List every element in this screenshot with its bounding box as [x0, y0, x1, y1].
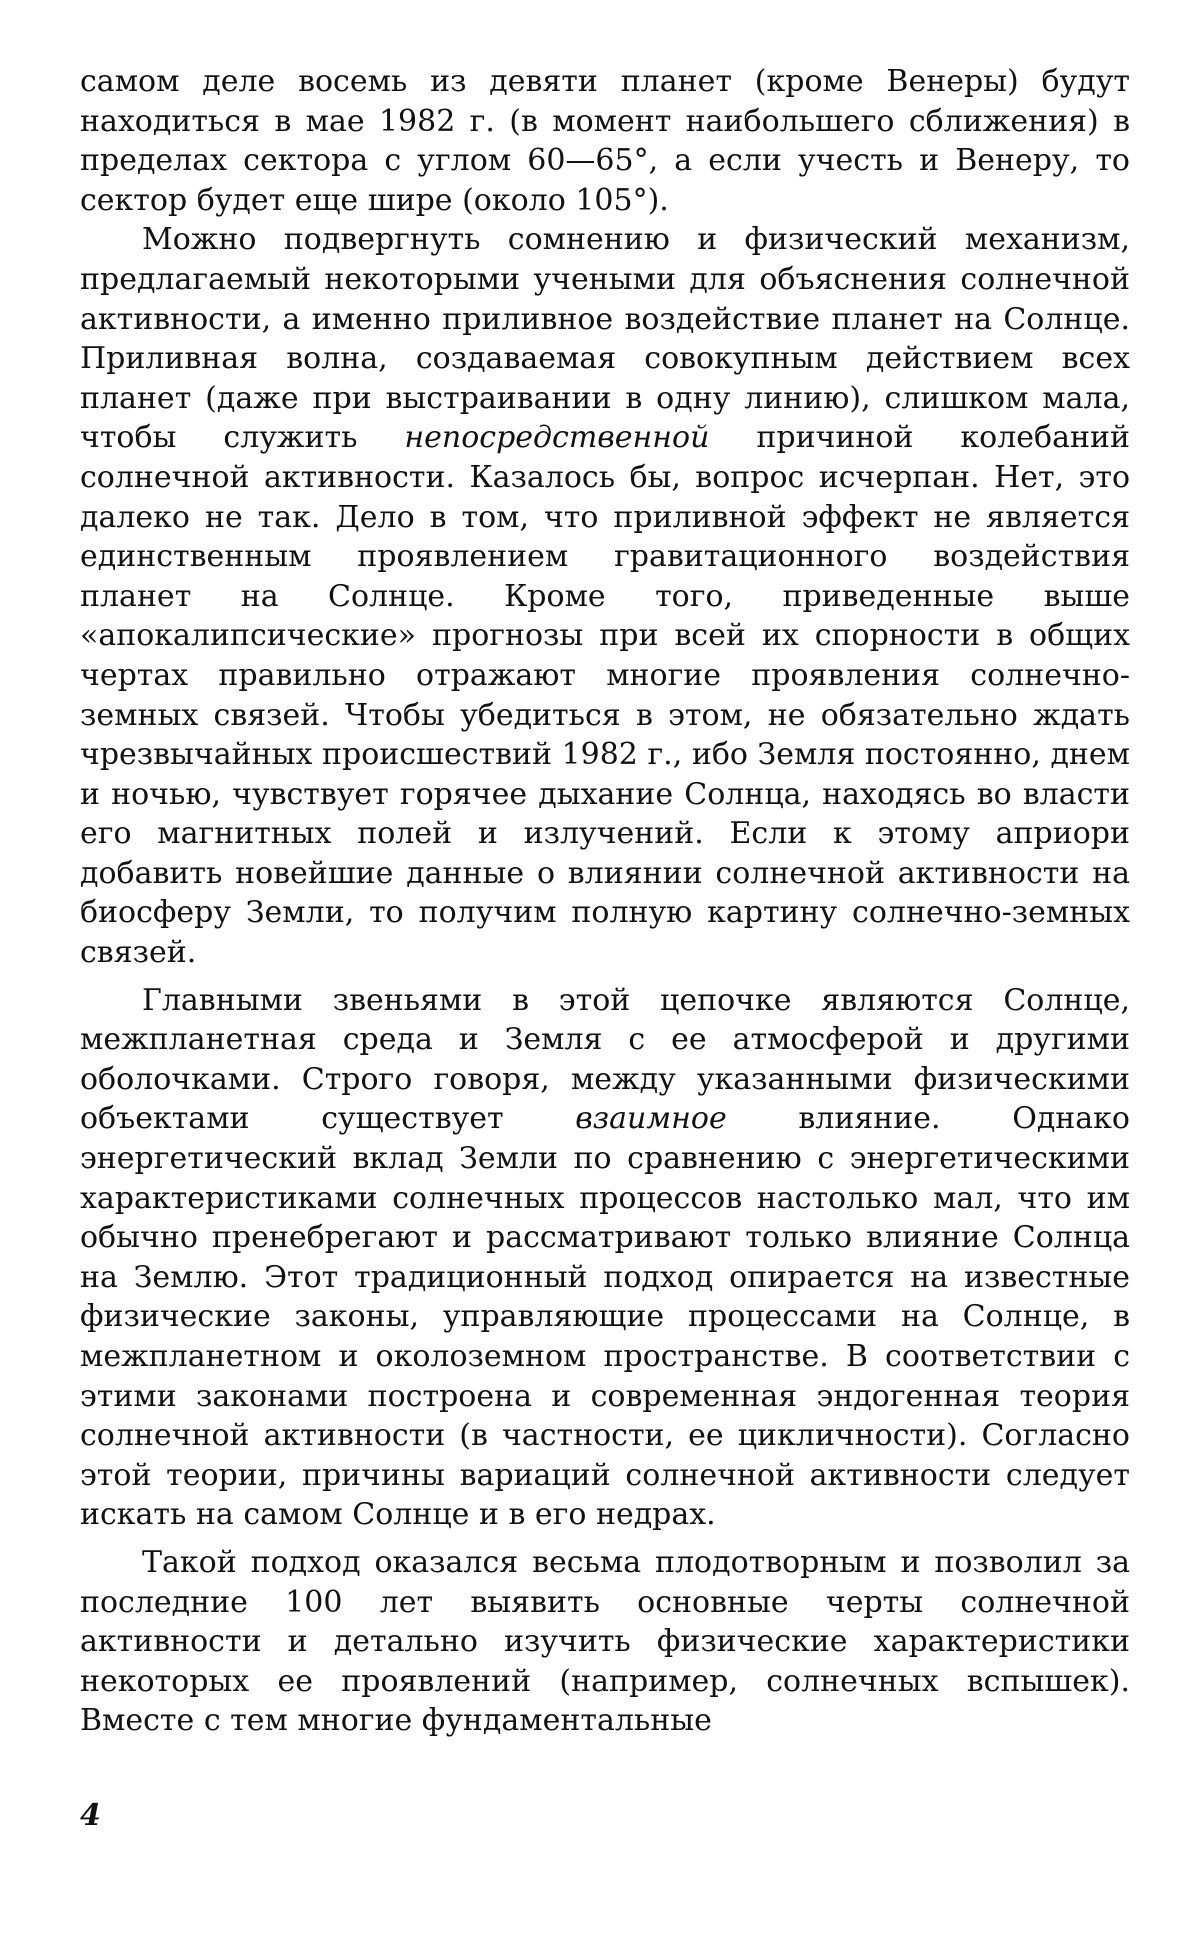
paragraph-2-text-b: причиной колебаний солнечной активности. Казалось бы, вопрос исчерпан. Нет, это далеко не так. Дело в том, что приливной эффект не является единственным проявлением гравитационного воздействия планет на Солнце. Кроме того, приведенные выше «апокалипсические» прогнозы при всей их спорности в общих чертах правильно отражают многие проявления солнечно-земных связей. Чтобы убедиться в этом, не обязательно ждать чрезвычайных происшествий 1982 г., ибо Земля постоянно, днем и ночью, чувствует горячее дыхание Солнца, находясь во власти его магнитных полей и излучений. Если к этому априори добавить новейшие данные о влиянии солнечной активности на биосферу Земли, то получим полную картину солнечно-земных связей.: [80, 420, 1130, 971]
paragraph-1-text: самом деле восемь из девяти планет (кроме Венеры) будут находиться в мае 1982 г. (в момент наибольшего сближения) в пределах сектора с углом 60—65°, а если учесть и Венеру, то сектор будет еще шире (около 105°).: [80, 64, 1130, 218]
paragraph-2-emphasis: непосредственной: [404, 420, 710, 456]
page-number: 4: [80, 1798, 101, 1833]
paragraph-3-emphasis: взаимное: [575, 1101, 727, 1137]
paragraph-4: [80, 1543, 1130, 1741]
paragraph-1: [80, 62, 1130, 220]
page-body: [80, 62, 1130, 1741]
paragraph-4-text: Такой подход оказался весьма плодотворным и позволил за последние 100 лет выявить основные черты солнечной активности и детально изучить физические характеристики некоторых ее проявлений (например, солнечных вспышек). Вместе с тем многие фундаментальные: [80, 1544, 1130, 1739]
paragraph-3-text-b: влияние. Однако энергетический вклад Земли по сравнению с энергетическими характеристиками солнечных процессов настолько мал, что им обычно пренебрегают и рассматривают только влияние Солнца на Землю. Этот традиционный подход опирается на известные физические законы, управляющие процессами на Солнце, в межпланетном и околоземном пространстве. В соответствии с этими законами построена и современная эндогенная теория солнечной активности (в частности, ее цикличности). Согласно этой теории, причины вариаций солнечной активности следует искать на самом Солнце и в его недрах.: [80, 1101, 1130, 1533]
paragraph-3-text-a: Главными звеньями в этой цепочке являются Солнце, межпланетная среда и Земля с ее атмосферой и другими оболочками. Строго говоря, между указанными физическими объектами существует: [80, 982, 1130, 1137]
paragraph-3: [80, 981, 1130, 1535]
paragraph-2: [80, 220, 1130, 972]
paragraph-2-text-a: Можно подвергнуть сомнению и физический механизм, предлагаемый некоторыми учеными для объяснения солнечной активности, а именно приливное воздействие планет на Солнце. Приливная волна, создаваемая совокупным действием всех планет (даже при выстраивании в одну линию), слишком мала, чтобы служить: [80, 222, 1130, 456]
